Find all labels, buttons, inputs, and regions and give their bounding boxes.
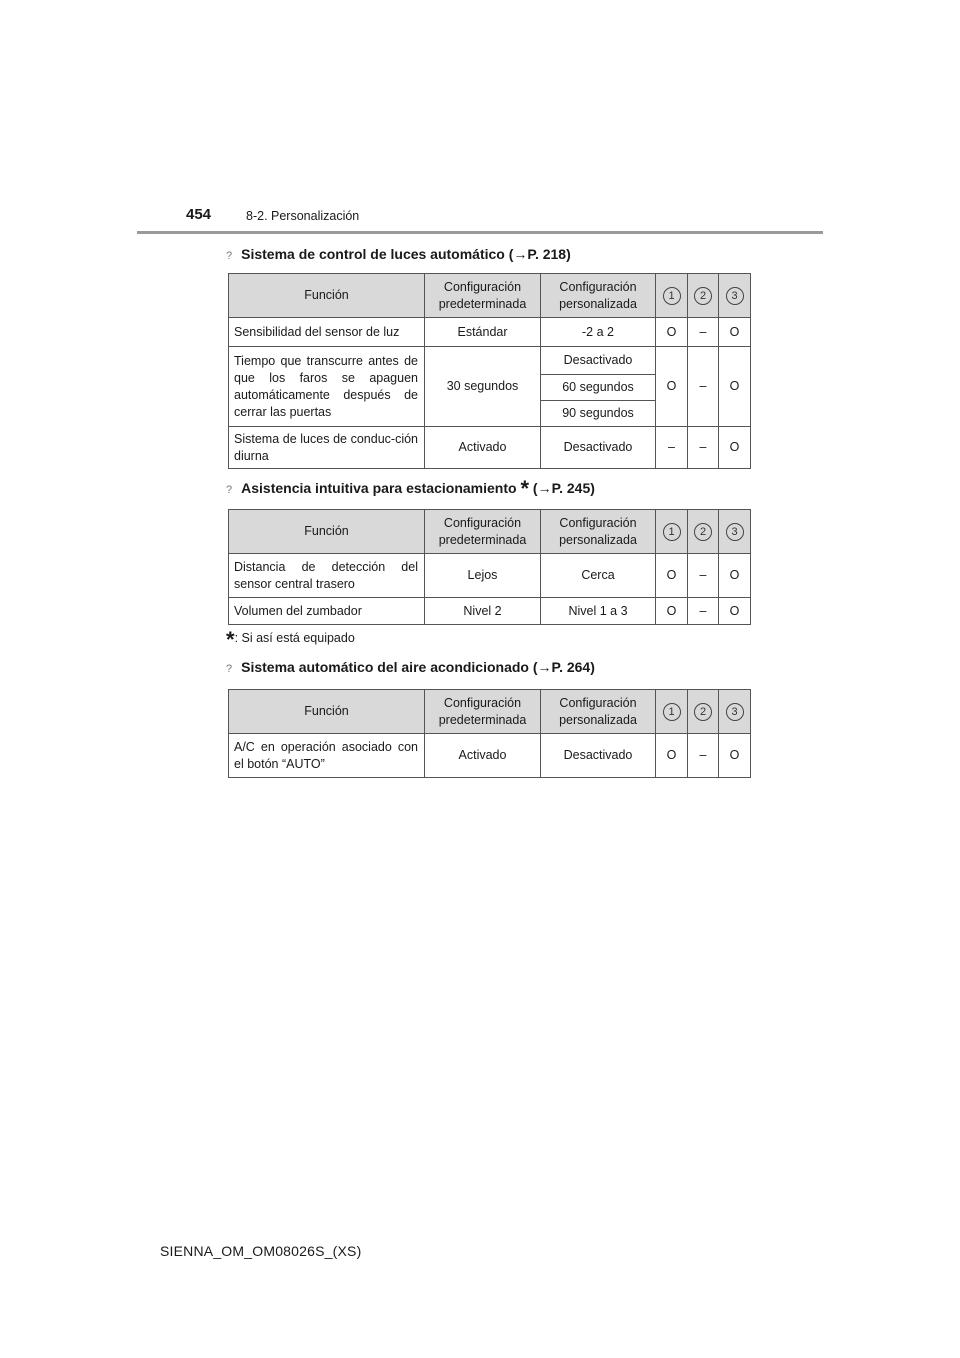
table-row: 60 segundos — [229, 375, 751, 401]
bullet-icon: ? — [226, 250, 233, 262]
section-title-estacionamiento: ? Asistencia intuitiva para estacionamiento * (→P. 245) — [226, 476, 595, 501]
table-row: Tiempo que transcurre antes de que los faros se apaguen automáticamente después de cerrar las puertas 30 segundos Desactivado O – O — [229, 347, 751, 375]
header-default: Configuración predeterminada — [425, 510, 541, 554]
header-custom: Configuración personalizada — [541, 690, 656, 734]
circle-3-icon: 3 — [726, 703, 744, 721]
header-default: Configuración predeterminada — [425, 690, 541, 734]
bullet-icon: ? — [226, 663, 233, 675]
table-header-row — [229, 690, 751, 734]
table-luces — [228, 273, 751, 469]
chapter-title: 8-2. Personalización — [246, 209, 360, 223]
arrow-icon: → — [537, 480, 552, 496]
header-col2 — [688, 274, 719, 318]
arrow-icon: → — [513, 246, 528, 262]
header-col1 — [656, 690, 688, 734]
circle-1-icon: 1 — [663, 523, 681, 541]
header-funcion: Función — [229, 510, 425, 554]
header-col3 — [719, 690, 751, 734]
table-estacionamiento — [228, 509, 751, 625]
section-title-luces: ? Sistema de control de luces automático (→P. 218) — [226, 246, 571, 262]
asterisk-icon: * — [520, 476, 529, 501]
table-row: Volumen del zumbador Nivel 2 Nivel 1 a 3 O – O — [229, 598, 751, 625]
table-aire — [228, 689, 751, 778]
table-row: Sistema de luces de conduc-ción diurna Activado Desactivado – – O — [229, 427, 751, 469]
header-custom: Configuración personalizada — [541, 510, 656, 554]
circle-2-icon: 2 — [694, 703, 712, 721]
circle-1-icon: 1 — [663, 287, 681, 305]
header-col2 — [688, 690, 719, 734]
table-row: 90 segundos — [229, 401, 751, 427]
section-title-aire: ? Sistema automático del aire acondicionado (→P. 264) — [226, 659, 595, 675]
table-header-row — [229, 510, 751, 554]
header-col3 — [719, 510, 751, 554]
header-funcion: Función — [229, 274, 425, 318]
header-col1 — [656, 274, 688, 318]
table-header-row — [229, 274, 751, 318]
header-divider — [137, 231, 823, 234]
bullet-icon: ? — [226, 484, 233, 496]
circle-2-icon: 2 — [694, 523, 712, 541]
header-col3 — [719, 274, 751, 318]
table-row: A/C en operación asociado con el botón “AUTO” Activado Desactivado O – O — [229, 734, 751, 778]
header-custom: Configuración personalizada — [541, 274, 656, 318]
footnote: *: Si así está equipado — [226, 627, 355, 652]
document-code: SIENNA_OM_OM08026S_(XS) — [160, 1243, 362, 1259]
circle-1-icon: 1 — [663, 703, 681, 721]
asterisk-icon: * — [226, 627, 235, 652]
arrow-icon: → — [537, 659, 552, 675]
page-number: 454 — [186, 206, 212, 223]
header-col1 — [656, 510, 688, 554]
header-default: Configuración predeterminada — [425, 274, 541, 318]
circle-2-icon: 2 — [694, 287, 712, 305]
circle-3-icon: 3 — [726, 287, 744, 305]
header-col2 — [688, 510, 719, 554]
circle-3-icon: 3 — [726, 523, 744, 541]
table-row: Sensibilidad del sensor de luz Estándar -2 a 2 O – O — [229, 318, 751, 347]
table-row: Distancia de detección del sensor central trasero Lejos Cerca O – O — [229, 554, 751, 598]
header-funcion: Función — [229, 690, 425, 734]
